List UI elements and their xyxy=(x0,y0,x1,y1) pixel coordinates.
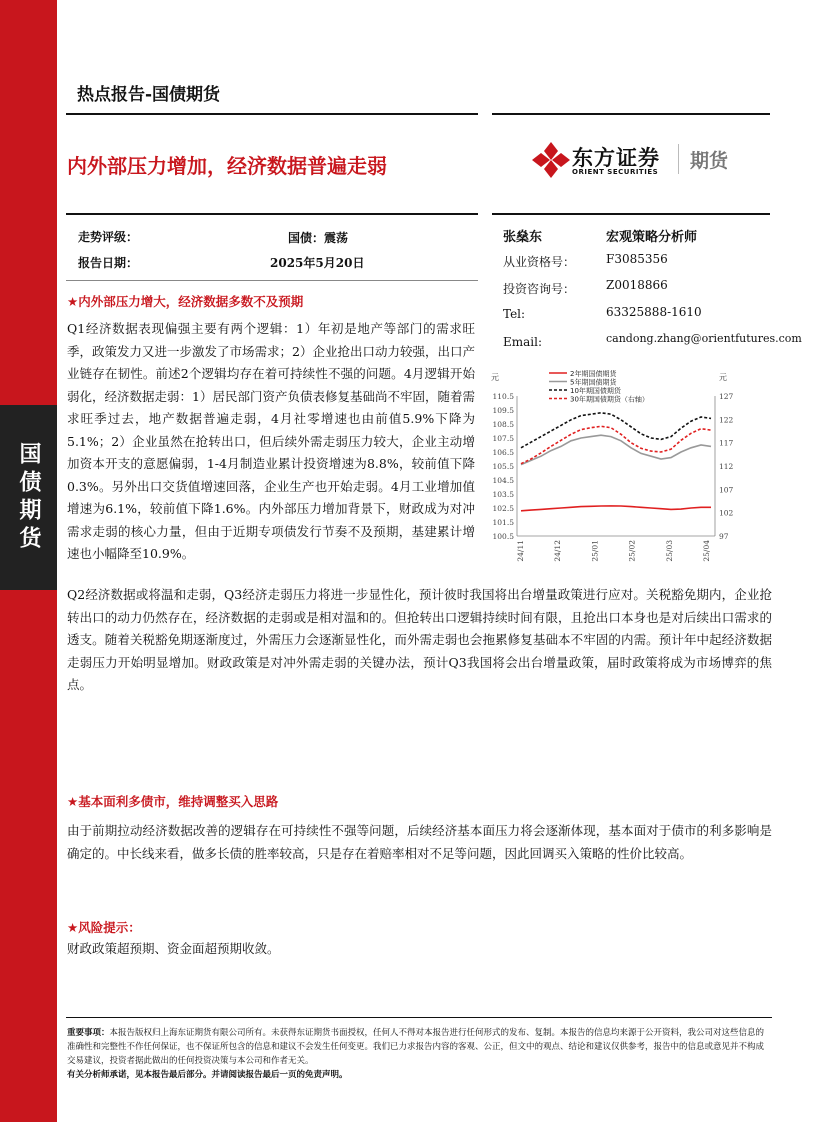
section-paragraph: Q2经济数据或将温和走弱，Q3经济走弱压力将进一步显性化，预计彼时我国将出台增量政策进行应对。关税豁免期内，企业抢转出口的动力仍然存在，经济数据的走弱或是相对温和的。但抢转出口逻辑持续时间有限，且抢出口本身也是对后续出口需求的透支。随着关税豁免期逐渐度过，外需压力会逐渐显性化，而外需走弱也会拖累修复基础本不牢固的内需。预计年中起经济数据走弱压力开始明显增加。财政政策是对冲外需走弱的关键办法，预计Q3我国将会出台增量政策，届时政策将成为市场博弈的焦点。 xyxy=(67,587,772,692)
analyst-email[interactable]: candong.zhang@orientfutures.com xyxy=(606,332,802,345)
series-line xyxy=(521,506,711,511)
y-tick-right: 97 xyxy=(719,532,729,541)
right-unit-label: 元 xyxy=(719,373,727,382)
disclaimer xyxy=(67,1026,772,1082)
y-tick-right: 112 xyxy=(719,462,734,471)
side-label: 国债期货 xyxy=(0,405,57,590)
y-tick-right: 122 xyxy=(719,415,734,425)
analyst-title: 宏观策略分析师 xyxy=(606,230,698,245)
y-tick-right: 102 xyxy=(719,508,734,518)
y-tick-left: 107.5 xyxy=(492,434,514,443)
section-paragraph: Q1经济数据表现偏强主要有两个逻辑：1）年初是地产等部门的需求旺季，政策发力又进一步激发了市场需求；2）企业抢出口动力较强，出口产业链存在韧性。前述2个逻辑均存在着可持续性不强的问题。4月逻辑开始弱化，经济数据走弱：1）居民部门资产负债表修复基础尚不牢固，随着需求旺季过去，地产数据普遍走弱，4月社零增速也由前值5.9%下降为5.1%；2）企业虽然在抢转出口，但后续外需走弱压力较大，企业主动增加资本开支的意愿偏弱，1-4月制造业累计投资增速为8.8%，较前值下降0.3%。另外出口交货值增速回落，企业生产也开始走弱。4月工业增加值增速为6.1%，较前值下降1.6%。内外部压力增加背景下，财政成为对冲需求走弱的核心力量，但由于近期专项债发行节奏不及预期，基建累计增速也小幅降至10.9%。 xyxy=(67,321,475,561)
analyst-row-label: 从业资格号： xyxy=(503,255,576,269)
section-title: ★内外部压力增大，经济数据多数不及预期 xyxy=(67,294,304,309)
left-unit-label: 元 xyxy=(491,373,499,382)
meta-rule-thin xyxy=(66,280,478,281)
logo-divider xyxy=(678,144,679,174)
logo-en: ORIENT SECURITIES xyxy=(572,168,659,176)
x-tick: 25/04 xyxy=(702,540,711,562)
y-tick-left: 103.5 xyxy=(492,490,514,499)
legend-label: 30年期国债期货（右轴） xyxy=(570,395,649,404)
y-tick-left: 101.5 xyxy=(492,518,514,527)
analyst-row-value: Z0018866 xyxy=(606,278,668,292)
y-tick-left: 105.5 xyxy=(492,462,514,471)
y-tick-right: 107 xyxy=(719,485,734,495)
x-tick: 25/02 xyxy=(627,540,637,562)
logo-mark-icon xyxy=(528,140,574,180)
x-tick: 24/11 xyxy=(516,540,525,562)
x-tick: 25/01 xyxy=(590,540,600,562)
y-tick-left: 108.5 xyxy=(492,420,514,429)
y-tick-left: 110.5 xyxy=(492,392,514,401)
logo-cn: 东方证券 xyxy=(572,146,660,170)
section-title: ★风险提示： xyxy=(67,920,141,935)
y-tick-left: 100.5 xyxy=(492,532,514,541)
y-tick-left: 102.5 xyxy=(492,504,514,513)
analyst-row-label: Tel: xyxy=(503,307,526,321)
legend-label: 2年期国债期货 xyxy=(570,370,617,378)
section-title: ★基本面利多债市，维持调整买入思路 xyxy=(67,794,279,809)
report-type: 热点报告-国债期货 xyxy=(77,85,221,105)
x-tick: 24/12 xyxy=(553,540,563,562)
y-tick-left: 109.5 xyxy=(492,406,514,415)
analyst-row-label: Email: xyxy=(503,335,543,349)
company-logo xyxy=(528,140,768,180)
analyst-commitment: 有关分析师承诺，见本报告最后部分。并请阅读报告最后一页的免责声明。 xyxy=(67,1070,348,1080)
analyst-row-label: 投资咨询号： xyxy=(503,282,576,296)
legend-label: 5年期国债期货 xyxy=(570,378,617,387)
analyst-name: 张燊东 xyxy=(503,230,543,245)
section-paragraph: 财政政策超预期、资金面超预期收敛。 xyxy=(67,941,280,956)
analyst-row-value: F3085356 xyxy=(606,252,668,266)
meta-rule-left xyxy=(66,213,478,215)
y-tick-left: 104.5 xyxy=(492,476,514,485)
meta-rule-right xyxy=(492,213,770,215)
header-rule-right xyxy=(492,113,770,115)
legend-label: 10年期国债期货 xyxy=(570,387,621,395)
header-rule-left xyxy=(66,113,478,115)
x-tick: 25/03 xyxy=(664,540,674,562)
section-paragraph: 由于前期拉动经济数据改善的逻辑存在可持续性不强等问题，后续经济基本面压力将会逐渐体现，基本面对于债市的利多影响是确定的。中长线来看，做多长债的胜率较高，只是存在着赔率相对不足等问题，因此回调买入策略的性价比较高。 xyxy=(67,823,772,861)
trend-value: 国债：震荡 xyxy=(288,231,349,245)
bond-futures-chart xyxy=(487,366,773,576)
report-title: 内外部压力增加，经济数据普遍走弱 xyxy=(67,154,387,178)
y-tick-right: 127 xyxy=(719,392,734,401)
disclaimer-lead: 重要事项： xyxy=(67,1028,110,1038)
logo-suffix: 期货 xyxy=(690,150,729,172)
date-value: 2025年5月20日 xyxy=(270,256,365,270)
y-tick-right: 117 xyxy=(719,438,734,448)
y-tick-left: 106.5 xyxy=(492,448,514,457)
trend-label: 走势评级： xyxy=(78,230,139,244)
disclaimer-text: 本报告版权归上海东证期货有限公司所有。未获得东证期货书面授权，任何人不得对本报告进行任何形式的发布、复制。本报告的信息均来源于公开资料，我公司对这些信息的准确性和完整性不作任何保证，也不保证所包含的信息和建议不会发生任何变更。我们已力求报告内容的客观、公正，但文中的观点、结论和建议仅供参考，报告中的信息或意见并不构成交易建议，投资者据此做出的任何投资决策与本公司和作者无关。 xyxy=(67,1028,765,1066)
date-label: 报告日期： xyxy=(78,256,139,270)
footer-rule xyxy=(66,1017,772,1018)
analyst-row-value: 63325888-1610 xyxy=(606,305,702,319)
